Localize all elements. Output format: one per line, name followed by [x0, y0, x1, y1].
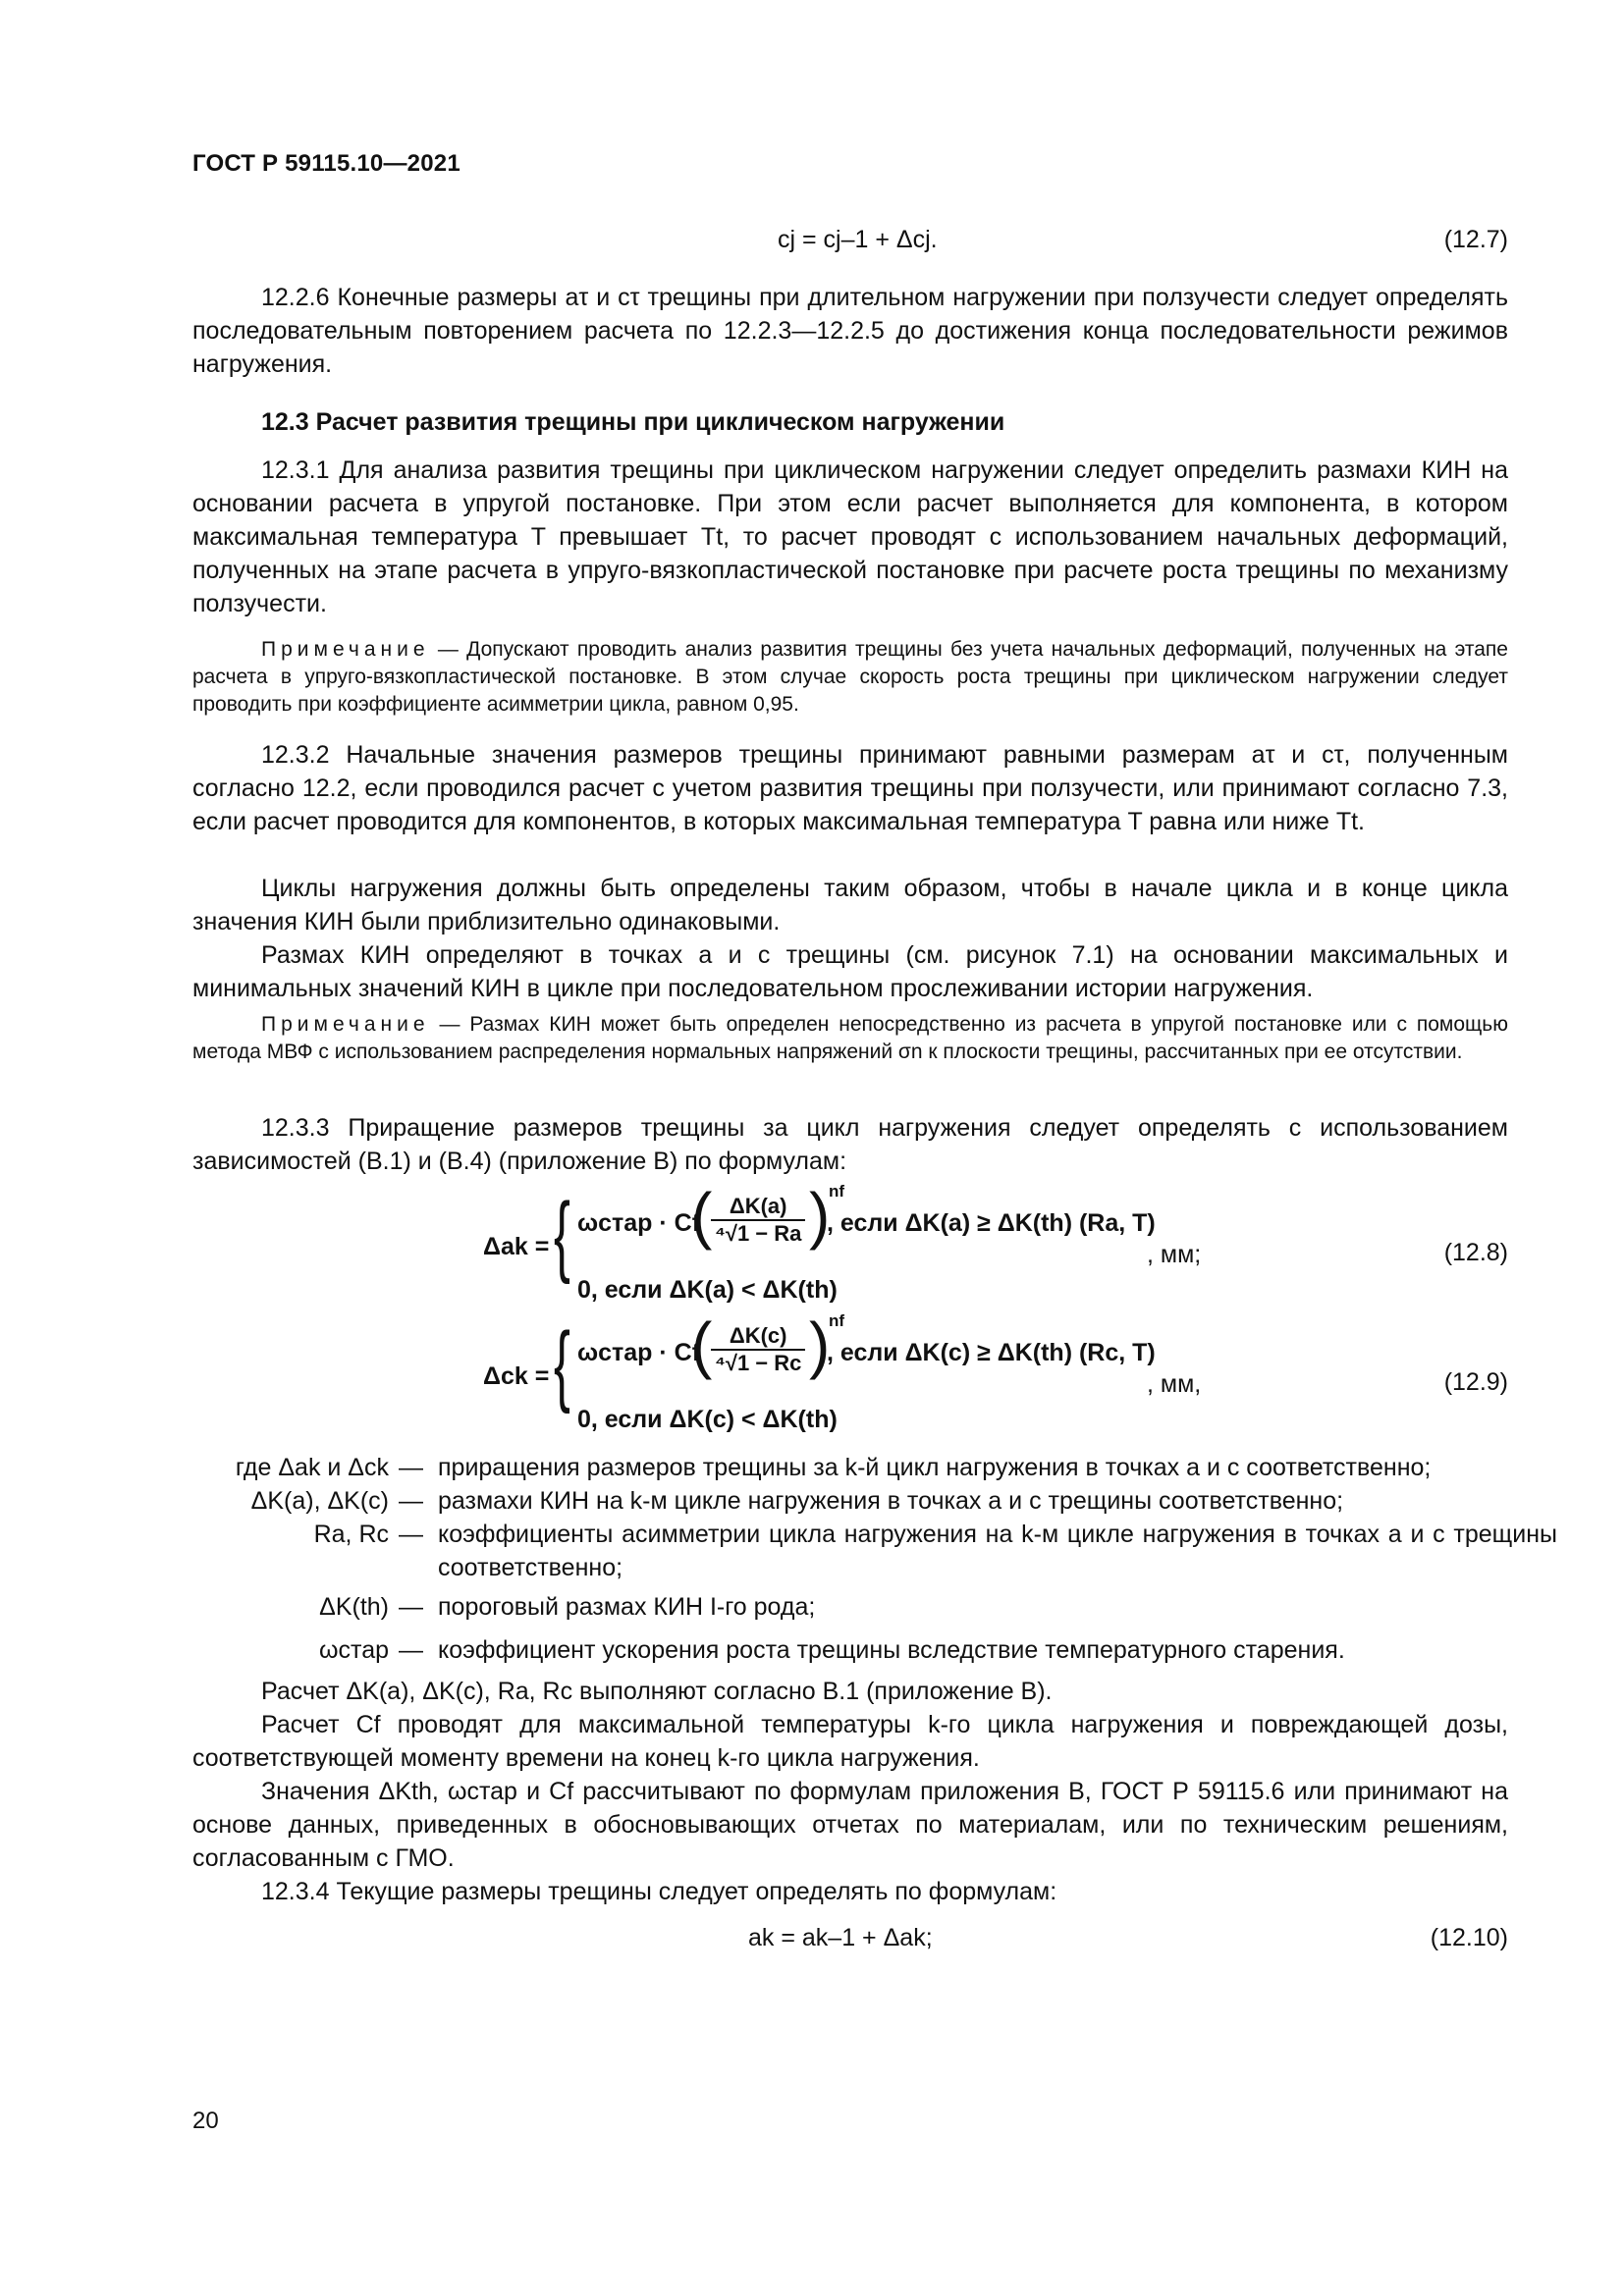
definition-key: Ra, Rc [313, 1521, 389, 1548]
equation-12-9-brace: { [554, 1314, 570, 1415]
equation-12-9-unit: , мм, [1147, 1370, 1202, 1398]
equation-12-9-numerator: ΔK(c) [711, 1323, 805, 1351]
note-2-text: — Размах КИН может быть определен непосредственно из расчета в упругой постановке или с помощью метода МВФ с использованием распределения нормальных напряжений σn к плоскости трещины, рассчитанных при ее отсутствии. [192, 1013, 1508, 1063]
equation-12-9-fraction [711, 1323, 805, 1376]
definition-text: приращения размеров трещины за k-й цикл нагружения в точках a и c соответственно; [438, 1454, 1432, 1481]
page-number: 20 [192, 2108, 219, 2134]
definition-key: ΔK(a), ΔK(c) [250, 1487, 389, 1515]
equation-12-8 [483, 1180, 1229, 1317]
equation-12-9-lhs: Δck = [483, 1362, 550, 1390]
definition-dash: — [399, 1487, 423, 1515]
definition-key: где Δak и Δck [235, 1454, 389, 1481]
equation-12-9-rparen: ) [809, 1309, 831, 1380]
equation-12-8-rparen: ) [809, 1180, 831, 1251]
note-1-label: Примечание [261, 638, 430, 661]
equation-12-10 [748, 1924, 933, 1952]
equation-12-9 [483, 1309, 1229, 1447]
equation-12-9-condition: , если ΔK(c) ≥ ΔK(th) (Rc, T) [827, 1339, 1156, 1366]
definition-item [192, 1484, 1508, 1518]
equation-12-8-unit: , мм; [1147, 1241, 1202, 1268]
paragraph-range: Размах КИН определяют в точках a и c трещины (см. рисунок 7.1) на основании максимальных и минимальных значений КИН в цикле при последовательном прослеживании истории нагружения. [192, 941, 1508, 1002]
definition-dash: — [399, 1454, 423, 1481]
equation-12-8-omega: ωстар · Cf [577, 1209, 701, 1237]
equation-12-9-denominator: ⁴√1 − Rc [715, 1351, 802, 1375]
document-header: ГОСТ Р 59115.10—2021 [192, 150, 460, 177]
paragraph-calc-2: Расчет Cf проводят для максимальной температуры k-го цикла нагружения и повреждающей дозы, соответствующей моменту времени на конец k-го цикла нагружения. [192, 1711, 1508, 1772]
definition-item [192, 1633, 1508, 1667]
equation-12-10-formula: ak = ak–1 + Δak; [748, 1924, 933, 1951]
paragraph-12-3-2: 12.3.2 Начальные значения размеров трещины принимают равными размерам aτ и cτ, полученным согласно 12.2, если проводился расчет с учетом развития трещины при ползучести, или принимают согласно 7.3, если расчет проводится для компонентов, в которых максимальная температура T равна или ниже Tt. [192, 741, 1508, 835]
equation-12-9-omega: ωстар · Cf [577, 1339, 701, 1366]
definition-dash: — [399, 1636, 423, 1664]
note-2 [192, 1011, 1508, 1066]
equation-12-9-exponent: nf [829, 1311, 845, 1330]
definition-text: коэффициенты асимметрии цикла нагружения на k-м цикле нагружения в точках a и c трещины соответственно; [438, 1521, 1557, 1581]
definition-item [192, 1590, 1508, 1624]
definition-dash: — [399, 1593, 423, 1621]
paragraph-12-3-4: 12.3.4 Текущие размеры трещины следует определять по формулам: [261, 1878, 1057, 1905]
equation-12-8-number: (12.8) [1443, 1239, 1508, 1266]
equation-12-8-case2: 0, если ΔK(a) < ΔK(th) [577, 1276, 838, 1304]
equation-12-8-denominator: ⁴√1 − Ra [715, 1221, 802, 1246]
definition-item [192, 1518, 1557, 1584]
definitions-list [192, 1451, 1557, 1696]
paragraph-12-3-1: 12.3.1 Для анализа развития трещины при циклическом нагружении следует определить размахи КИН на основании расчета в упругой постановке. При этом если расчет выполняется для компонента, в котором максимальная температура T превышает Tt, то расчет проводят с использованием начальных деформаций, полученных на этапе расчета в упруго-вязкопластической постановке при расчете роста трещины по механизму ползучести. [192, 456, 1508, 617]
definition-text: размахи КИН на k-м цикле нагружения в точках a и c трещины соответственно; [438, 1487, 1344, 1515]
equation-12-9-number: (12.9) [1443, 1368, 1508, 1396]
equation-12-7-number: (12.7) [1443, 226, 1508, 253]
note-1 [192, 636, 1508, 719]
paragraph-12-3-3: 12.3.3 Приращение размеров трещины за цикл нагружения следует определять с использованием зависимостей (В.1) и (В.4) (приложение В) по формулам: [192, 1114, 1508, 1175]
equation-12-8-fraction [711, 1194, 805, 1247]
note-1-text: — Допускают проводить анализ развития трещины без учета начальных деформаций, полученных на этапе расчета в упруго-вязкопластической постановке. В этом случае скорость роста трещины при циклическом нагружении следует проводить при коэффициенте асимметрии цикла, равном 0,95. [192, 638, 1508, 716]
equation-12-7-formula: cj = cj–1 + Δcj. [778, 226, 938, 253]
definition-item [192, 1451, 1508, 1484]
paragraph-cycles: Циклы нагружения должны быть определены таким образом, чтобы в начале цикла и в конце цикла значения КИН были приблизительно одинаковыми. [192, 875, 1508, 935]
section-heading-12-3: 12.3 Расчет развития трещины при циклическом нагружении [261, 408, 1005, 436]
paragraph-values: Значения ΔKth, ωстар и Cf рассчитывают по формулам приложения В, ГОСТ Р 59115.6 или принимают на основе данных, приведенных в обосновывающих отчетах по материалам, или по техническим решениям, согласованным с ГМО. [192, 1778, 1508, 1872]
paragraph-12-2-6: 12.2.6 Конечные размеры aτ и cτ трещины при длительном нагружении при ползучести следует определять последовательным повторением расчета по 12.2.3—12.2.5 до достижения конца последовательности режимов нагружения. [192, 284, 1508, 378]
definition-key: ΔK(th) [319, 1593, 389, 1621]
definition-key: ωстар [319, 1636, 389, 1664]
equation-12-8-exponent: nf [829, 1182, 845, 1201]
equation-12-7 [778, 226, 938, 254]
equation-12-10-number: (12.10) [1430, 1924, 1508, 1951]
equation-12-8-condition: , если ΔK(a) ≥ ΔK(th) (Ra, T) [827, 1209, 1156, 1237]
equation-12-8-brace: { [554, 1185, 570, 1285]
paragraph-calc-1: Расчет ΔK(a), ΔK(c), Ra, Rc выполняют согласно В.1 (приложение В). [261, 1678, 1053, 1705]
equation-12-8-numerator: ΔK(a) [711, 1194, 805, 1221]
definition-dash: — [399, 1521, 423, 1548]
equation-12-9-lparen: ( [691, 1309, 713, 1380]
equation-12-8-lhs: Δak = [483, 1233, 550, 1260]
definition-text: пороговый размах КИН I-го рода; [438, 1593, 816, 1621]
note-2-label: Примечание [261, 1013, 430, 1036]
equation-12-9-case2: 0, если ΔK(c) < ΔK(th) [577, 1406, 838, 1433]
equation-12-8-lparen: ( [691, 1180, 713, 1251]
definition-text: коэффициент ускорения роста трещины вследствие температурного старения. [438, 1636, 1345, 1664]
